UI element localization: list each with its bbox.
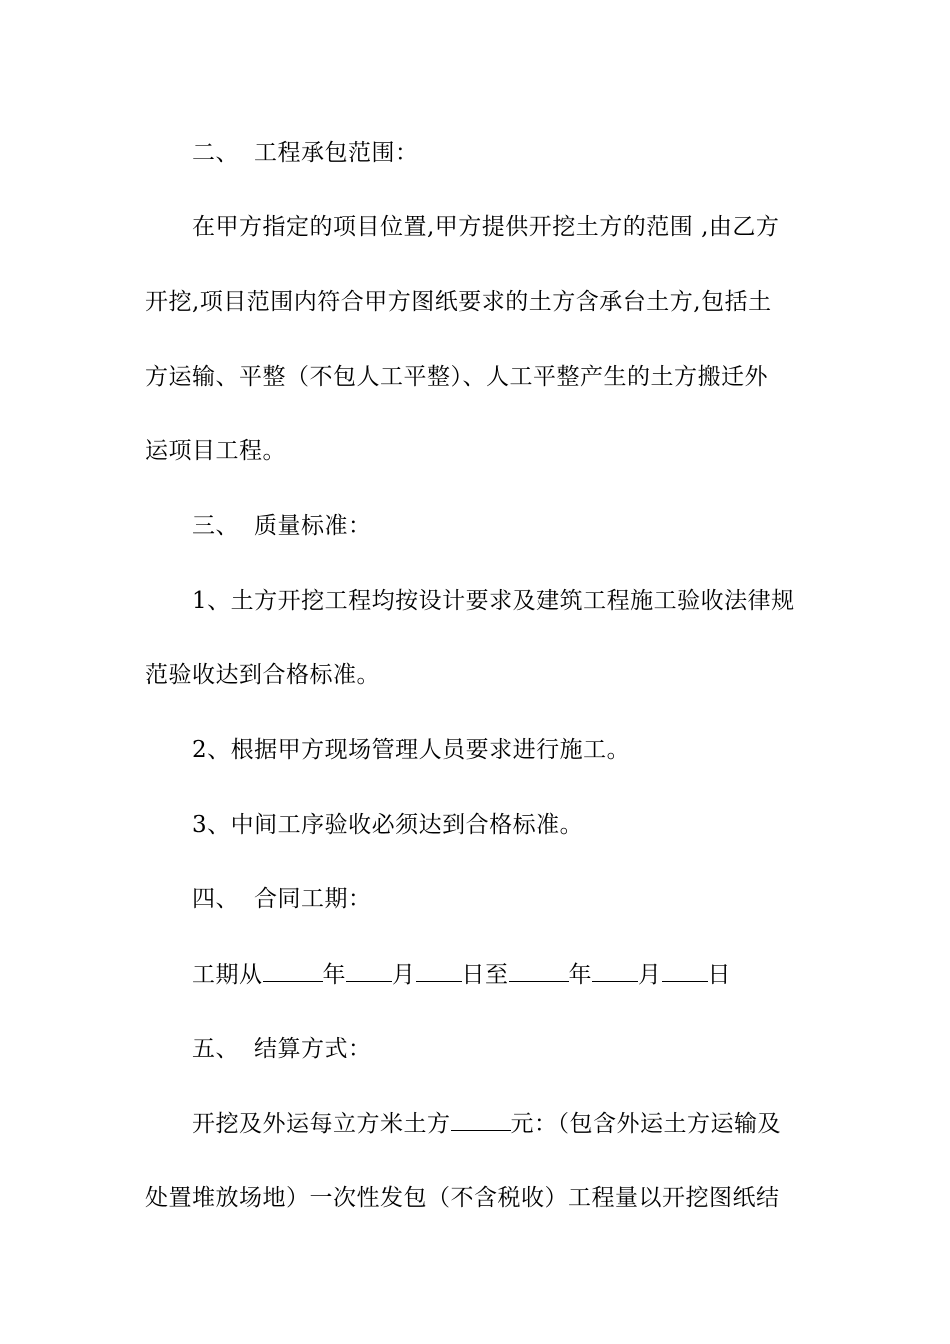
- section-2-title: 工程承包范围：: [254, 140, 419, 166]
- section-3-heading: [192, 511, 872, 541]
- end-year-blank[interactable]: [509, 959, 569, 982]
- quality-item-1-line-1: 1、土方开挖工程均按设计要求及建筑工程施工验收法律规: [192, 588, 795, 614]
- period-label-day-end: 日: [707, 962, 731, 988]
- quality-item-2: 2、根据甲方现场管理人员要求进行施工。: [192, 737, 631, 763]
- scope-paragraph-line-3: 方运输、平整（不包人工平整）、人工平整产生的土方搬迁外: [145, 364, 768, 390]
- end-day-blank[interactable]: [662, 959, 708, 982]
- unit-price-blank[interactable]: [451, 1108, 511, 1131]
- scope-paragraph-line-4: 运项目工程。: [145, 438, 286, 464]
- period-label-year-1: 年: [322, 962, 346, 988]
- period-label-month-1: 月: [392, 962, 416, 988]
- section-5-number: 五、: [192, 1036, 239, 1062]
- payment-text-b: 元：（包含外运土方运输及: [510, 1111, 781, 1137]
- period-label-from: 工期从: [192, 962, 263, 988]
- quality-item-3: 3、中间工序验收必须达到合格标准。: [192, 812, 584, 838]
- payment-text-a: 开挖及外运每立方米土方: [192, 1111, 451, 1137]
- payment-line-2: 处置堆放场地）一次性发包（不含税收）工程量以开挖图纸结: [145, 1185, 780, 1211]
- period-label-day-to: 日至: [461, 962, 509, 988]
- period-label-month-2: 月: [638, 962, 662, 988]
- section-2-number: 二、: [192, 140, 239, 166]
- end-month-blank[interactable]: [592, 959, 638, 982]
- section-5-heading: [192, 1034, 872, 1064]
- start-year-blank[interactable]: [263, 959, 323, 982]
- section-2-heading: [192, 138, 872, 168]
- quality-item-1-line-2: 范验收达到合格标准。: [145, 662, 380, 688]
- scope-paragraph-line-2: 开挖,项目范围内符合甲方图纸要求的土方含承台土方,包括土: [145, 289, 772, 315]
- start-month-blank[interactable]: [346, 959, 392, 982]
- section-5-title: 结算方式：: [254, 1036, 372, 1062]
- start-day-blank[interactable]: [416, 959, 462, 982]
- section-3-number: 三、: [192, 513, 239, 539]
- section-4-number: 四、: [192, 886, 239, 912]
- payment-line-1: [192, 1108, 872, 1139]
- section-4-title: 合同工期：: [254, 886, 372, 912]
- scope-paragraph-line-1: 在甲方指定的项目位置,甲方提供开挖土方的范围 ,由乙方: [192, 214, 780, 240]
- period-label-year-2: 年: [568, 962, 592, 988]
- section-3-title: 质量标准：: [254, 513, 372, 539]
- section-4-heading: [192, 884, 872, 914]
- contract-period-line: [192, 959, 872, 990]
